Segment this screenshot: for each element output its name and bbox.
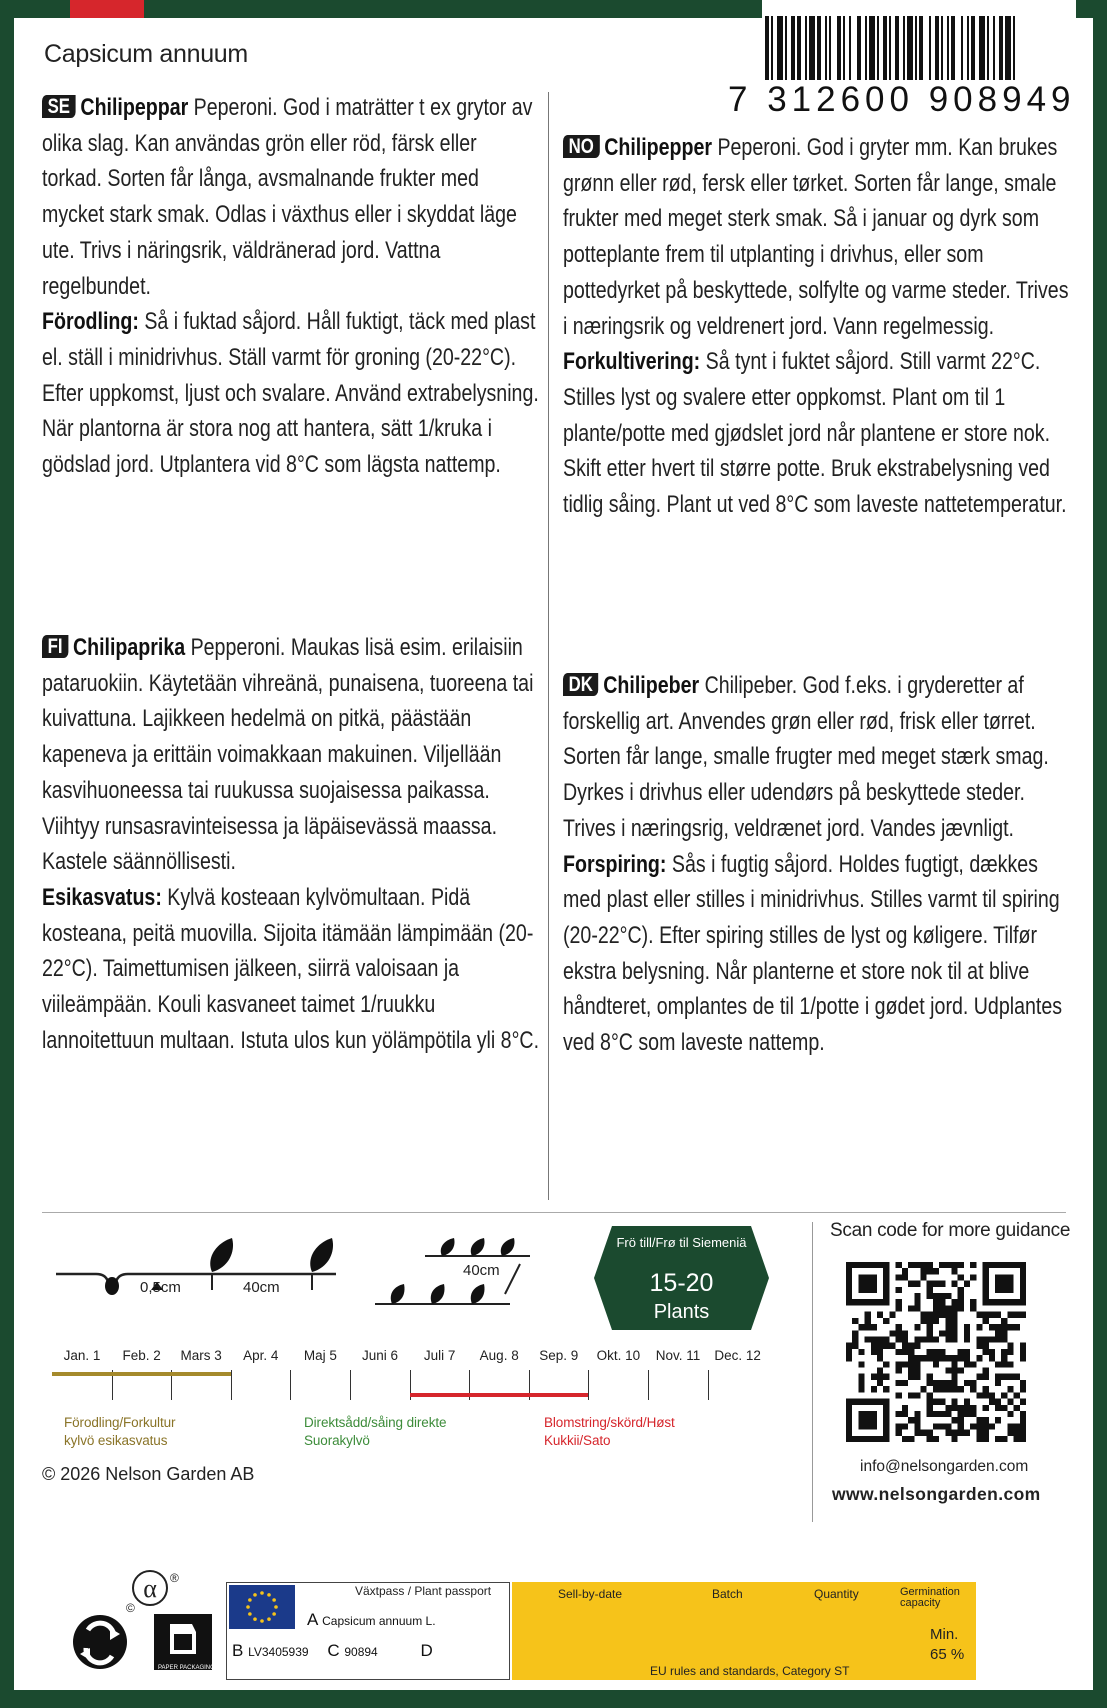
seed-count-label: Frö till/Frø til Siemeniä (616, 1235, 747, 1250)
fi-subtext: Kylvä kosteaan kylvömultaan. Pidä kosteana, peitä muovilla. Sijoita itämään lämpimään (20-22°C). Taimettumisen jälkeen, siirrä valoisaan ja viileämpään. Kouli kasvaneet taimet 1/ruukku lannoitettuun multaan. Istuta ulos kun yölämpötila yli 8°C. (42, 883, 540, 1054)
packaging-icons (70, 1570, 220, 1670)
svg-text:α: α (143, 1574, 157, 1603)
month-tick (350, 1370, 351, 1400)
recycle-icon (73, 1615, 127, 1669)
no-subtitle: Forkultivering: (563, 348, 701, 376)
month-tick (648, 1370, 649, 1400)
month-tick (588, 1370, 589, 1400)
barcode-bar (935, 16, 939, 80)
eu-stars (229, 1585, 295, 1629)
qr-code[interactable] (846, 1262, 1026, 1442)
column-divider (548, 92, 549, 1200)
month-label: Juni 6 (361, 1348, 399, 1363)
legend-harvest-line-1: Blomstring/skörd/Høst (544, 1415, 675, 1430)
section-se (42, 90, 542, 483)
row-slant (505, 1264, 520, 1294)
barcode-bar (919, 16, 923, 80)
barcode-bar (883, 16, 887, 80)
barcode-bar (771, 16, 773, 80)
barcode-bar (1013, 16, 1015, 80)
barcode-bar (843, 16, 845, 80)
barcode-bar (765, 16, 769, 80)
legend-indoor-line-2: kylvö esikasvatus (64, 1433, 168, 1448)
seed-icon (105, 1277, 119, 1295)
seed-count: 15-20 (649, 1269, 714, 1297)
se-title: Chilipeppar (80, 94, 189, 121)
dk-title: Chilipeber (603, 672, 700, 699)
legend-direct-line-1: Direktsådd/såing direkte (304, 1415, 447, 1430)
barcode-bar (915, 16, 917, 80)
barcode-bar (791, 16, 795, 80)
spacing-label: 40cm (243, 1279, 280, 1296)
email-link[interactable]: info@nelsongarden.com (860, 1458, 1029, 1475)
germination-label: Germination capacity (900, 1586, 960, 1609)
legend-indoor-sowing (64, 1414, 175, 1450)
month-tick (708, 1370, 709, 1400)
barcode-bar (805, 16, 807, 80)
harvest-bar (410, 1393, 589, 1397)
barcode-bar (829, 16, 831, 80)
month-label: Okt. 10 (596, 1348, 641, 1363)
legend-direct-line-2: Suorakylvö (304, 1433, 370, 1448)
barcode-bar (941, 16, 943, 80)
barcode-bar (971, 16, 975, 80)
eu-flag-icon (229, 1585, 295, 1629)
barcode-bar (979, 16, 985, 80)
month-label: Feb. 2 (122, 1348, 161, 1363)
indoor-sowing-bar (52, 1372, 231, 1376)
row-spacing-label: 40cm (463, 1262, 500, 1279)
barcode-bar (947, 16, 949, 80)
lang-tag-fi: FI (42, 635, 68, 658)
row-spacing-diagram (370, 1236, 540, 1312)
passport-c-value: 90894 (344, 1645, 378, 1659)
month-label: Juli 7 (423, 1348, 456, 1363)
fi-subtitle: Esikasvatus: (42, 883, 162, 911)
barcode-bar (1005, 16, 1011, 80)
legend-indoor-line-1: Förodling/Forkultur (64, 1415, 176, 1430)
month-label: Sep. 9 (539, 1348, 579, 1363)
se-subtext: Så i fuktad såjord. Håll fuktigt, täck med plast el. ställ i minidrivhus. Ställ varmt för groning (20-22°C). Efter uppkomst, ljust och svalare. Använd extrabelysning. När plantorna är stora nog att hantera, sätt 1/kruka i gödslad jord. Utplantera vid 8°C som lägsta nattemp. (42, 308, 539, 479)
section-dk (563, 668, 1073, 1061)
quantity-label: Quantity (814, 1587, 859, 1601)
copyright: © 2026 Nelson Garden AB (42, 1464, 255, 1484)
svg-text:®: ® (170, 1571, 179, 1585)
barcode-bar (889, 16, 891, 80)
alpha-trademark-icon (126, 1571, 179, 1615)
month-tick (290, 1370, 291, 1400)
barcode-bar (837, 16, 841, 80)
barcode-bar (961, 16, 963, 80)
passport-a-value: Capsicum annuum L. (322, 1614, 436, 1628)
qr-divider (812, 1222, 813, 1522)
month-label: Aug. 8 (479, 1348, 519, 1363)
barcode-bar (903, 16, 905, 80)
month-label: Jan. 1 (63, 1348, 101, 1363)
paper-packaging-label: PAPER PACKAGING (158, 1665, 215, 1671)
passport-a-label: A (307, 1610, 318, 1629)
barcode-bar (785, 16, 787, 80)
barcode-bar (817, 16, 821, 80)
soil-line (56, 1274, 336, 1290)
barcode-bar (999, 16, 1003, 80)
no-title: Chilipepper (604, 134, 713, 161)
barcode-bar (849, 16, 851, 80)
passport-a (307, 1610, 436, 1630)
month-label: Maj 5 (303, 1348, 337, 1363)
lang-tag-se: SE (42, 95, 76, 118)
leaf-icon (391, 1284, 405, 1304)
passport-d-label: D (420, 1641, 433, 1660)
legend-direct-sowing (304, 1414, 446, 1450)
sowing-depth-diagram (56, 1238, 346, 1310)
no-text: Peperoni. God i gryter mm. Kan brukes grønn eller rød, fersk eller tørket. Sorten får lange, smale frukter med meget sterk smak. Så i januar og dyrk som potteplante frem til utplanting i drivhus, eller som pottedyrket på beskyttede, solfylte og varme steder. Trives i næringsrik og veldrenert jord. Vann regelmessig. (563, 134, 1069, 340)
passport-bcd (232, 1641, 433, 1661)
se-subtitle: Förodling: (42, 308, 139, 336)
leaf-icon (431, 1284, 445, 1304)
barcode-bar (993, 16, 995, 80)
se-text: Peperoni. God i maträtter t ex grytor av olika slag. Kan användas grön eller röd, färsk eller torkad. Sorten får långa, avsmalnande frukter med mycket stark smak. Odlas i växthus eller i skyddat läge ute. Trivs i näringsrik, väldränerad jord. Vattna regelbundet. (42, 94, 533, 300)
no-subtext: Så tynt i fuktet såjord. Still varmt 22°C. Stilles lyst og svalere etter oppkomst. Plant om til 1 plante/potte med gjødslet jord når plantene er store nok. Skift etter hvert til større potte. Bruk ekstrabelysning ved tidlig såing. Plant ut ved 8°C som laveste nattetemperatur. (563, 348, 1067, 519)
legend-harvest-line-2: Kukkii/Sato (544, 1433, 611, 1448)
fi-text: Pepperoni. Maukas lisä esim. erilaisiin pataruokiin. Käytetään vihreänä, punaisena, tuoreena tai kuivattuna. Lajikkeen hedelmä on pitkä, päästään kapeneva ja erittäin voimakkaan makuinen. Viljellään kasvihuoneessa tai ruukussa suojaisessa paikassa. Viihtyy runsasravinteisessa ja läpäisevässä maassa. Kastele säännöllisesti. (42, 634, 534, 876)
sell-by-label: Sell-by-date (558, 1587, 623, 1601)
month-label: Nov. 11 (655, 1348, 701, 1363)
barcode-bar (869, 16, 875, 80)
dk-subtitle: Forspiring: (563, 850, 667, 878)
passport-b-label: B (232, 1641, 244, 1660)
barcode-bar (797, 16, 801, 80)
barcode-bar (857, 16, 861, 80)
leaf-icon (441, 1238, 455, 1256)
barcode (765, 16, 1065, 82)
barcode-bar (877, 16, 879, 80)
legend-harvest (544, 1414, 675, 1450)
dk-subtext: Sås i fugtig såjord. Holdes fugtigt, dækkes med plast eller stilles i minidrivhus. Stilles varmt til spiring (20-22°C). Efter spiring stilles de lyst og køligere. Tilfør ekstra belysning. Når planterne et store nok til at blive håndteret, omplantes de til 1/potte i gødet jord. Udplantes ved 8°C som laveste nattemp. (563, 850, 1063, 1057)
website-link[interactable]: www.nelsongarden.com (832, 1484, 1041, 1504)
barcode-bar (907, 16, 913, 80)
plant-passport-title: Växtpass / Plant passport (355, 1584, 492, 1598)
barcode-bar (929, 16, 931, 80)
leaf-icon (210, 1238, 233, 1272)
passport-b-value: LV3405939 (248, 1645, 309, 1659)
germination-min: Min. (930, 1626, 959, 1643)
section-no (563, 130, 1073, 523)
red-tab (70, 0, 144, 18)
lang-tag-dk: DK (563, 673, 598, 696)
month-label: Mars 3 (180, 1348, 222, 1363)
svg-text:©: © (126, 1601, 135, 1615)
germination-percent: 65 % (930, 1646, 965, 1663)
month-label: Apr. 4 (243, 1348, 279, 1363)
species-name: Capsicum annuum (44, 40, 248, 68)
section-fi (42, 630, 542, 1058)
barcode-bar (825, 16, 827, 80)
section-divider (42, 1212, 1066, 1213)
paper-packaging-icon (154, 1614, 212, 1670)
barcode-bar (809, 16, 815, 80)
passport-c-label: C (327, 1641, 340, 1660)
barcode-bar (967, 16, 969, 80)
barcode-bar (987, 16, 989, 80)
eu-rules: EU rules and standards, Category ST (650, 1664, 850, 1678)
fi-title: Chilipaprika (72, 634, 186, 661)
month-tick (231, 1370, 232, 1400)
leaf-icon (501, 1238, 515, 1256)
barcode-number: 7 312600 908949 (728, 80, 1076, 119)
leaf-icon (471, 1238, 485, 1256)
leaf-icon (310, 1238, 333, 1272)
month-label: Dec. 12 (714, 1348, 761, 1363)
seed-count-unit: Plants (653, 1301, 710, 1323)
lang-tag-no: NO (563, 135, 599, 158)
leaf-icon (471, 1284, 485, 1304)
scan-text: Scan code for more guidance (830, 1220, 1071, 1241)
barcode-bar (895, 16, 899, 80)
barcode-bar (951, 16, 955, 80)
dk-text: Chilipeber. God f.eks. i gryderetter af forskellig art. Anvendes grøn eller rød, frisk eller tørret. Sorten får lange, smalle frugter med meget stærk smag. Dyrkes i drivhus eller udendørs på beskyttede steder. Trives i næringsrig, veldrænet jord. Vandes jævnligt. (563, 672, 1049, 842)
depth-label: 0,5cm (140, 1279, 181, 1296)
barcode-bar (777, 16, 783, 80)
batch-label: Batch (712, 1587, 743, 1601)
barcode-bar (865, 16, 867, 80)
